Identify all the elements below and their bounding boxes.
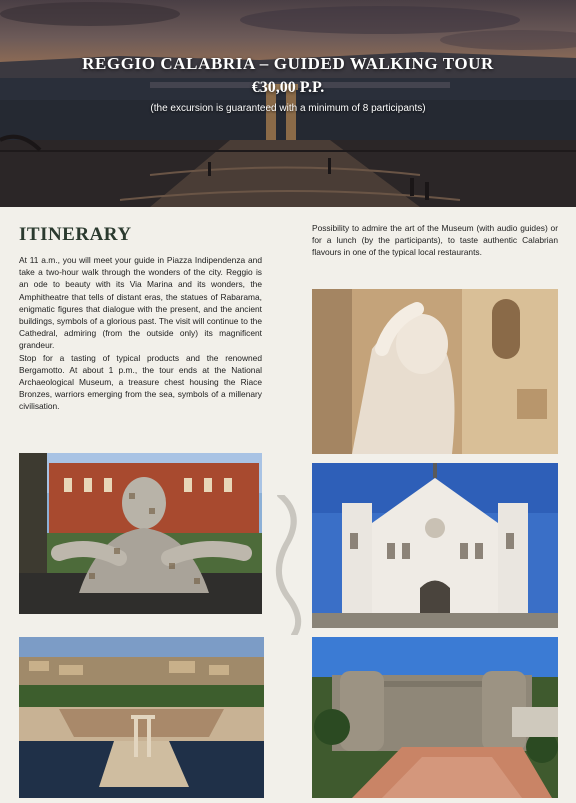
photo-aragonese-castle <box>312 637 558 798</box>
hero-banner <box>0 0 576 207</box>
itinerary-heading: ITINERARY <box>19 224 132 245</box>
photo-cathedral <box>312 463 558 628</box>
tour-title: REGGIO CALABRIA – GUIDED WALKING TOUR <box>82 54 494 73</box>
photo-statue-museum <box>312 289 558 454</box>
itinerary-text <box>19 254 262 413</box>
itinerary-paragraph: At 11 a.m., you will meet your guide in Piazza Indipendenza and take a two-hour walk through the wonders of the city. Reggio is an ode to beauty with its Via Marina and its wonders, the Amphitheatre that tells of distant eras, the statues of Rabarama, enigmatic figures that dialogue with the present, and the ancient buildings, symbols of a glorious past. The visit will continue to the Cathedral, admiring (from the outside only) its magnificent grandeur. <box>19 255 262 351</box>
photo-arena-seafront <box>19 637 264 798</box>
tour-price: €30,00 P.P. <box>251 79 325 96</box>
itinerary-paragraph: Stop for a tasting of typical products and the renowned Bergamotto. At about 1 p.m., the tour ends at the National Archaeological Museum, a treasure chest housing the Riace Bronzes, warriors emerging from the sea, symbols of a millenary civilisation. <box>19 352 262 412</box>
tour-guarantee-note: (the excursion is guaranteed with a minimum of 8 participants) <box>150 103 426 114</box>
museum-lunch-paragraph: Possibility to admire the art of the Museum (with audio guides) or for a lunch (by the participants), to taste authentic Calabrian flavours in one of the typical local restaurants. <box>312 223 558 258</box>
decorative-wave <box>270 495 304 635</box>
photo-rabarama-sculpture <box>19 453 262 614</box>
